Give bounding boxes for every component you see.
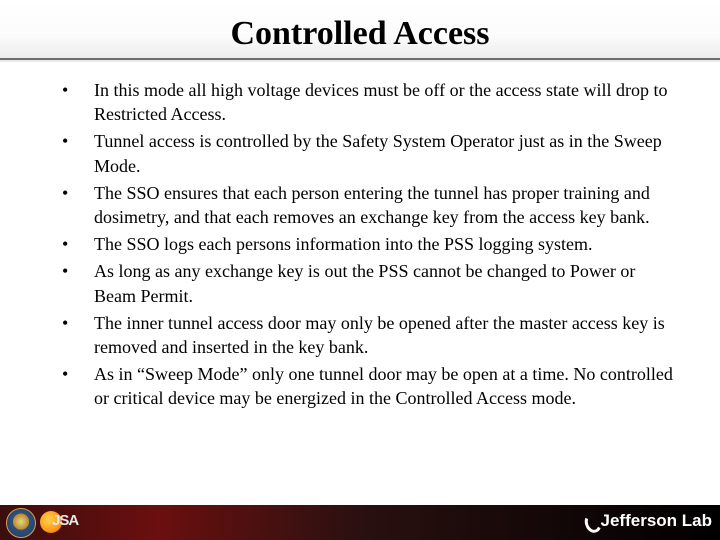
bullet-text: As in “Sweep Mode” only one tunnel door may be open at a time. No controlled or critical device may be energized in the Controlled Access mode.	[94, 364, 673, 409]
doe-seal-icon	[6, 508, 36, 538]
jefferson-lab-swoosh-icon	[583, 512, 597, 530]
bullet-marker: •	[62, 234, 69, 255]
bullet-text: The inner tunnel access door may only be opened after the master access key is removed and inserted in the key bank.	[94, 312, 665, 358]
bullet-text: Tunnel access is controlled by the Safety System Operator just as in the Sweep Mode.	[94, 131, 662, 176]
bullet-marker: •	[62, 131, 69, 152]
bullet-marker: •	[62, 80, 69, 100]
slide-title: Controlled Access	[230, 15, 490, 52]
bullet-item	[62, 232, 674, 256]
bullet-item	[62, 362, 674, 411]
footer-logos	[6, 508, 80, 538]
jsa-logo-icon	[40, 510, 80, 536]
bullet-marker: •	[62, 182, 69, 203]
jefferson-lab-logo	[583, 511, 712, 531]
bullet-list	[62, 78, 674, 413]
jsa-logo-text: JSA	[52, 512, 79, 529]
bullet-marker: •	[62, 312, 69, 333]
bullet-item	[62, 78, 674, 127]
jefferson-lab-logo-text: Jefferson Lab	[600, 511, 712, 530]
bullet-marker: •	[62, 261, 69, 282]
bullet-item	[62, 311, 674, 360]
bullet-text: The SSO logs each persons information into the PSS logging system.	[94, 234, 593, 255]
bullet-marker: •	[62, 364, 69, 385]
bullet-item	[62, 259, 674, 308]
bullet-text: The SSO ensures that each person entering the tunnel has proper training and dosimetry, and that each removes an exchange key from the access key bank.	[94, 182, 650, 228]
bullet-text: As long as any exchange key is out the PSS cannot be changed to Power or Beam Permit.	[94, 261, 636, 306]
title-divider	[0, 58, 720, 60]
bullet-text: In this mode all high voltage devices must be off or the access state will drop to Restricted Access.	[94, 80, 668, 125]
bullet-item	[62, 129, 674, 178]
bullet-item	[62, 181, 674, 230]
footer-bar	[0, 505, 720, 540]
